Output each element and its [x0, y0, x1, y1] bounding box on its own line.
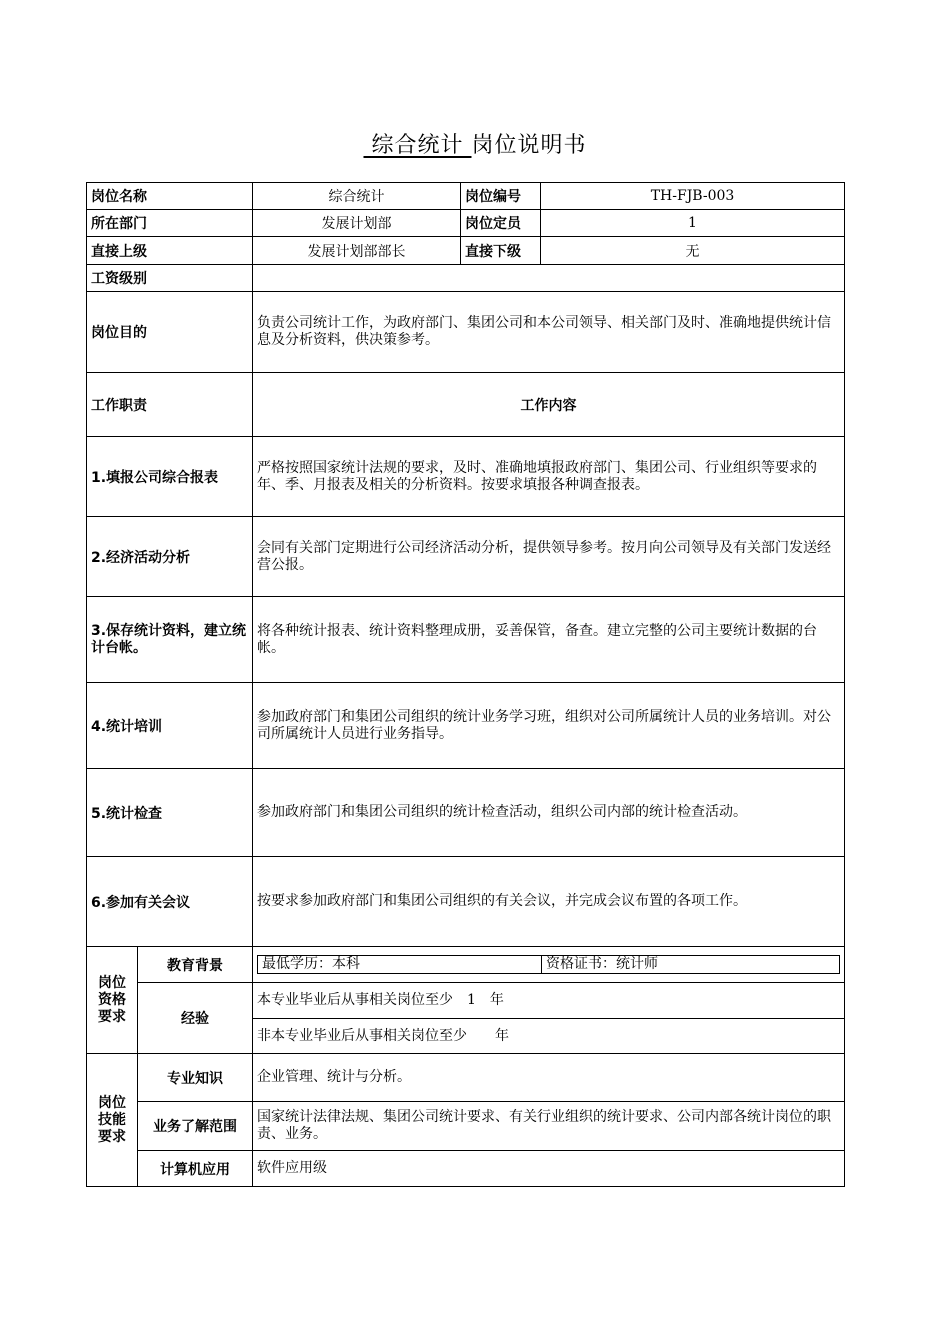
quota-value: 1 — [541, 210, 845, 237]
knowledge-label: 专业知识 — [138, 1054, 253, 1102]
duty-content: 会同有关部门定期进行公司经济活动分析，提供领导参考。按月向公司领导及有关部门发送经营公报。 — [253, 517, 845, 597]
dept-value: 发展计划部 — [253, 210, 461, 237]
skills-group-text: 岗位技能要求 — [97, 1094, 126, 1145]
code-value: TH-FJB-003 — [541, 183, 845, 210]
purpose-label: 岗位目的 — [87, 292, 253, 373]
duty-content: 参加政府部门和集团公司组织的统计检查活动，组织公司内部的统计检查活动。 — [253, 769, 845, 857]
experience-non-major: 非本专业毕业后从事相关岗位至少 年 — [253, 1019, 845, 1054]
row-knowledge — [87, 1054, 845, 1102]
salary-label: 工资级别 — [87, 265, 253, 292]
duty-content: 参加政府部门和集团公司组织的统计业务学习班，组织对公司所属统计人员的业务培训。对公司所属统计人员进行业务指导。 — [253, 683, 845, 769]
row-dept — [87, 210, 845, 237]
education-degree: 最低学历：本科 — [258, 956, 542, 974]
quota-label: 岗位定员 — [461, 210, 541, 237]
duty-title: 1.填报公司综合报表 — [87, 437, 253, 517]
computer-value: 软件应用级 — [253, 1151, 845, 1187]
row-name — [87, 183, 845, 210]
duty-title: 6.参加有关会议 — [87, 857, 253, 947]
row-experience-1 — [87, 983, 845, 1019]
duty-row — [87, 857, 845, 947]
education-values — [253, 947, 845, 983]
education-certificate: 资格证书：统计师 — [542, 956, 840, 974]
duty-row — [87, 683, 845, 769]
title-job-name: 综合统计 — [371, 133, 464, 158]
duty-row — [87, 517, 845, 597]
job-description-table — [86, 182, 845, 1187]
scope-value: 国家统计法律法规、集团公司统计要求、有关行业组织的统计要求、公司内部各统计岗位的职责、业务。 — [253, 1102, 845, 1151]
duties-header-content: 工作内容 — [253, 373, 845, 437]
skills-group-label — [87, 1054, 138, 1187]
superior-value: 发展计划部部长 — [253, 237, 461, 265]
duty-title: 2.经济活动分析 — [87, 517, 253, 597]
salary-value — [253, 265, 845, 292]
subordinate-label: 直接下级 — [461, 237, 541, 265]
duty-row — [87, 597, 845, 683]
qualification-group-text: 岗位资格要求 — [97, 974, 126, 1025]
duty-row — [87, 769, 845, 857]
row-duties-header — [87, 373, 845, 437]
duty-content: 将各种统计报表、统计资料整理成册，妥善保管，备查。建立完整的公司主要统计数据的台帐。 — [253, 597, 845, 683]
duties-header-label: 工作职责 — [87, 373, 253, 437]
qualification-group-label — [87, 947, 138, 1054]
row-education — [87, 947, 845, 983]
experience-major: 本专业毕业后从事相关岗位至少 1 年 — [253, 983, 845, 1019]
row-superior — [87, 237, 845, 265]
row-salary — [87, 265, 845, 292]
title-suffix: 岗位说明书 — [471, 133, 587, 158]
scope-label: 业务了解范围 — [138, 1102, 253, 1151]
education-label: 教育背景 — [138, 947, 253, 983]
duty-title: 3.保存统计资料，建立统计台帐。 — [87, 597, 253, 683]
experience-label: 经验 — [138, 983, 253, 1054]
row-computer — [87, 1151, 845, 1187]
name-label: 岗位名称 — [87, 183, 253, 210]
knowledge-value: 企业管理、统计与分析。 — [253, 1054, 845, 1102]
purpose-text: 负责公司统计工作，为政府部门、集团公司和本公司领导、相关部门及时、准确地提供统计信息及分析资料，供决策参考。 — [253, 292, 845, 373]
code-label: 岗位编号 — [461, 183, 541, 210]
page-title — [0, 128, 950, 159]
duty-content: 按要求参加政府部门和集团公司组织的有关会议，并完成会议布置的各项工作。 — [253, 857, 845, 947]
row-scope — [87, 1102, 845, 1151]
row-purpose — [87, 292, 845, 373]
name-value: 综合统计 — [253, 183, 461, 210]
duty-title: 4.统计培训 — [87, 683, 253, 769]
dept-label: 所在部门 — [87, 210, 253, 237]
superior-label: 直接上级 — [87, 237, 253, 265]
duty-content: 严格按照国家统计法规的要求，及时、准确地填报政府部门、集团公司、行业组织等要求的年、季、月报表及相关的分析资料。按要求填报各种调查报表。 — [253, 437, 845, 517]
education-split — [257, 955, 840, 974]
duty-title: 5.统计检查 — [87, 769, 253, 857]
computer-label: 计算机应用 — [138, 1151, 253, 1187]
duty-row — [87, 437, 845, 517]
subordinate-value: 无 — [541, 237, 845, 265]
